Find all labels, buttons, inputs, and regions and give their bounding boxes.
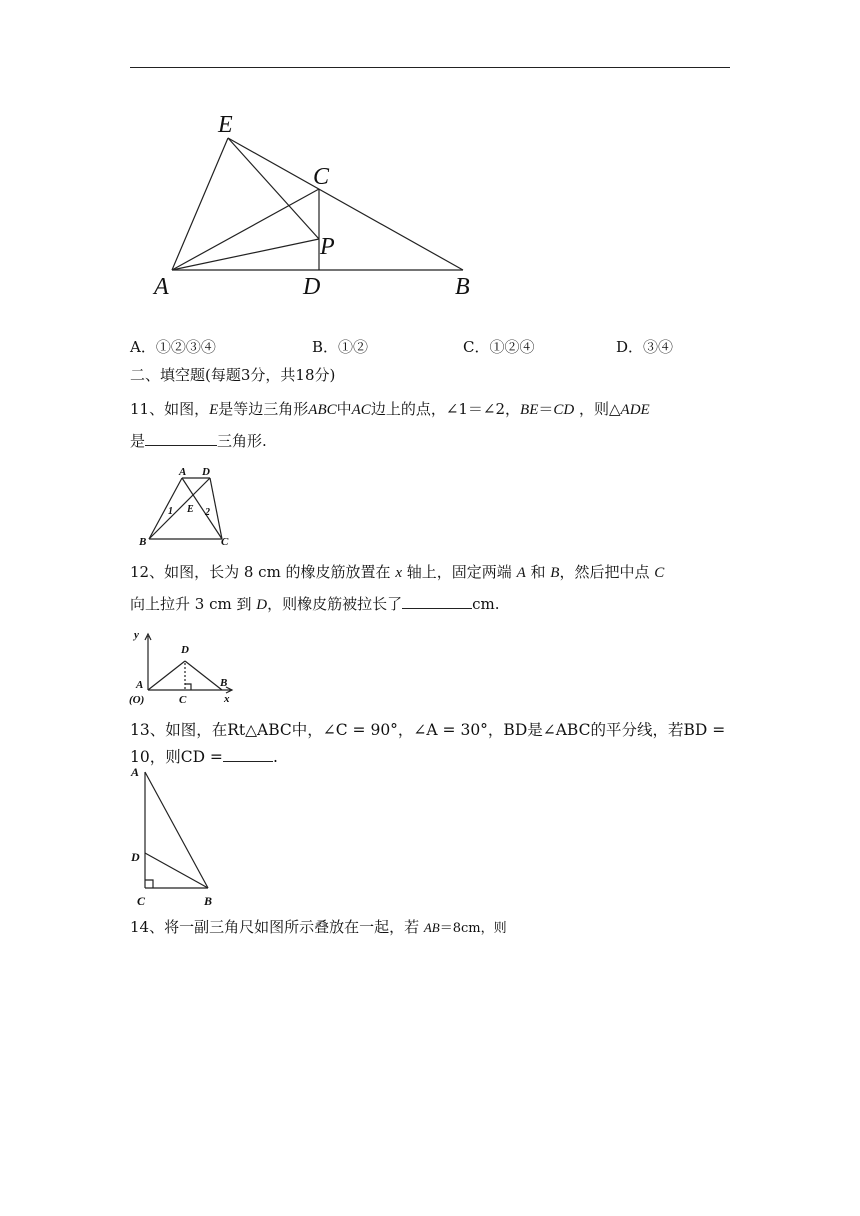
q11-var-cd: CD bbox=[553, 402, 575, 418]
q13-label-c: C bbox=[137, 894, 146, 908]
q11-label-d: D bbox=[202, 466, 210, 478]
q12-text-b: 轴上，固定两端 bbox=[402, 563, 517, 581]
label-d: D bbox=[303, 274, 321, 300]
q12-text-g: cm. bbox=[472, 595, 500, 613]
figure-q10 bbox=[150, 108, 490, 303]
figure-q12 bbox=[128, 628, 238, 708]
q12-var-d: D bbox=[256, 597, 268, 613]
option-b: B．①② bbox=[312, 338, 369, 356]
option-c: C．①②④ bbox=[463, 338, 535, 356]
q11-text-mid4: ，则△ bbox=[574, 400, 621, 418]
q12-line2 bbox=[130, 593, 500, 616]
q12-label-c: C bbox=[179, 694, 187, 706]
label-e: E bbox=[218, 112, 233, 138]
q12-label-a: A bbox=[136, 679, 144, 691]
q11-label-2: 2 bbox=[205, 507, 210, 518]
label-b: B bbox=[455, 274, 470, 300]
segment-ab bbox=[149, 478, 182, 539]
q13-label-d: D bbox=[131, 850, 140, 864]
label-c: C bbox=[313, 164, 330, 190]
q12-text-e: 向上拉升 3 cm 到 bbox=[130, 595, 257, 613]
option-d: D．③④ bbox=[616, 338, 674, 356]
q13-line1: 13、如图，在Rt△ABC中，∠C = 90°，∠A = 30°，BD是∠ABC的平分线，若BD = bbox=[130, 721, 726, 739]
q12-line1 bbox=[130, 561, 664, 584]
q13-text-a: 10，则CD = bbox=[130, 748, 223, 766]
q11-text-eq: ＝ bbox=[538, 400, 554, 418]
right-angle-mark bbox=[145, 880, 153, 888]
figure-q12-svg bbox=[128, 628, 238, 708]
q14-text-pre: 14、将一副三角尺如图所示叠放在一起，若 bbox=[130, 918, 424, 936]
q11-text-pre: 11、如图， bbox=[130, 400, 210, 418]
q12-text-d: ，然后把中点 bbox=[559, 563, 655, 581]
figure-q10-svg bbox=[150, 108, 490, 303]
q14-var-ab: AB bbox=[423, 920, 440, 935]
q13-text-b: . bbox=[272, 748, 278, 766]
q13-label-a: A bbox=[131, 765, 140, 779]
q12-label-x: x bbox=[224, 693, 230, 705]
q12-text-f: ，则橡皮筋被拉长了 bbox=[267, 595, 403, 613]
figure-q13 bbox=[128, 762, 228, 912]
q13-label-b: B bbox=[204, 894, 213, 908]
segment-ad bbox=[148, 661, 185, 690]
q12-answer-blank[interactable] bbox=[402, 594, 472, 609]
segment-bd bbox=[149, 478, 210, 539]
label-a: A bbox=[154, 274, 169, 300]
q12-text-a: 12、如图，长为 8 cm 的橡皮筋放置在 bbox=[130, 563, 396, 581]
q11-text-mid1: 是等边三角形 bbox=[218, 400, 309, 418]
label-p: P bbox=[320, 234, 335, 260]
q11-line2 bbox=[130, 430, 267, 452]
q11-label-e: E bbox=[187, 504, 194, 515]
q12-var-x: x bbox=[395, 565, 403, 581]
header-rule bbox=[130, 67, 730, 68]
q14-line1 bbox=[130, 916, 507, 940]
section-heading: 二、填空题(每题3分，共18分) bbox=[130, 366, 336, 384]
right-angle-mark bbox=[185, 684, 191, 690]
q11-label-b: B bbox=[139, 536, 147, 548]
q12-var-b: B bbox=[550, 565, 560, 581]
q11-var-ade: ADE bbox=[620, 402, 650, 418]
q11-text-line2a: 是 bbox=[130, 432, 146, 450]
q13-answer-blank[interactable] bbox=[223, 747, 273, 762]
q11-text-line2b: 三角形. bbox=[217, 432, 267, 450]
figure-q13-svg bbox=[128, 762, 228, 912]
q11-label-1: 1 bbox=[168, 506, 173, 517]
q12-label-o: (O) bbox=[129, 694, 145, 706]
segment-ac bbox=[172, 189, 319, 270]
figure-q11-svg bbox=[138, 463, 238, 548]
q14-text-mid: ＝8cm，则 bbox=[439, 921, 507, 936]
q12-var-c: C bbox=[654, 565, 665, 581]
option-a: A．①②③④ bbox=[130, 338, 216, 356]
q11-label-c: C bbox=[221, 536, 229, 548]
q12-var-a: A bbox=[516, 565, 526, 581]
q12-label-y: y bbox=[134, 629, 139, 641]
q11-var-abc: ABC bbox=[308, 402, 337, 418]
q12-text-c: 和 bbox=[525, 563, 551, 581]
q12-label-b: B bbox=[220, 677, 228, 689]
q11-var-e: E bbox=[209, 402, 219, 418]
figure-q11 bbox=[138, 463, 238, 548]
q11-answer-blank[interactable] bbox=[145, 431, 217, 446]
q11-label-a: A bbox=[179, 466, 187, 478]
segment-ep bbox=[228, 138, 319, 239]
q11-text-mid2: 中 bbox=[336, 400, 352, 418]
q11-var-be: BE bbox=[520, 402, 539, 418]
segment-ap bbox=[172, 239, 319, 270]
q12-label-d: D bbox=[181, 644, 189, 656]
q11-var-ac: AC bbox=[351, 402, 371, 418]
segment-ae bbox=[172, 138, 228, 270]
q11-line1 bbox=[130, 398, 650, 421]
q11-text-mid3: 边上的点，∠1＝∠2， bbox=[370, 400, 521, 418]
